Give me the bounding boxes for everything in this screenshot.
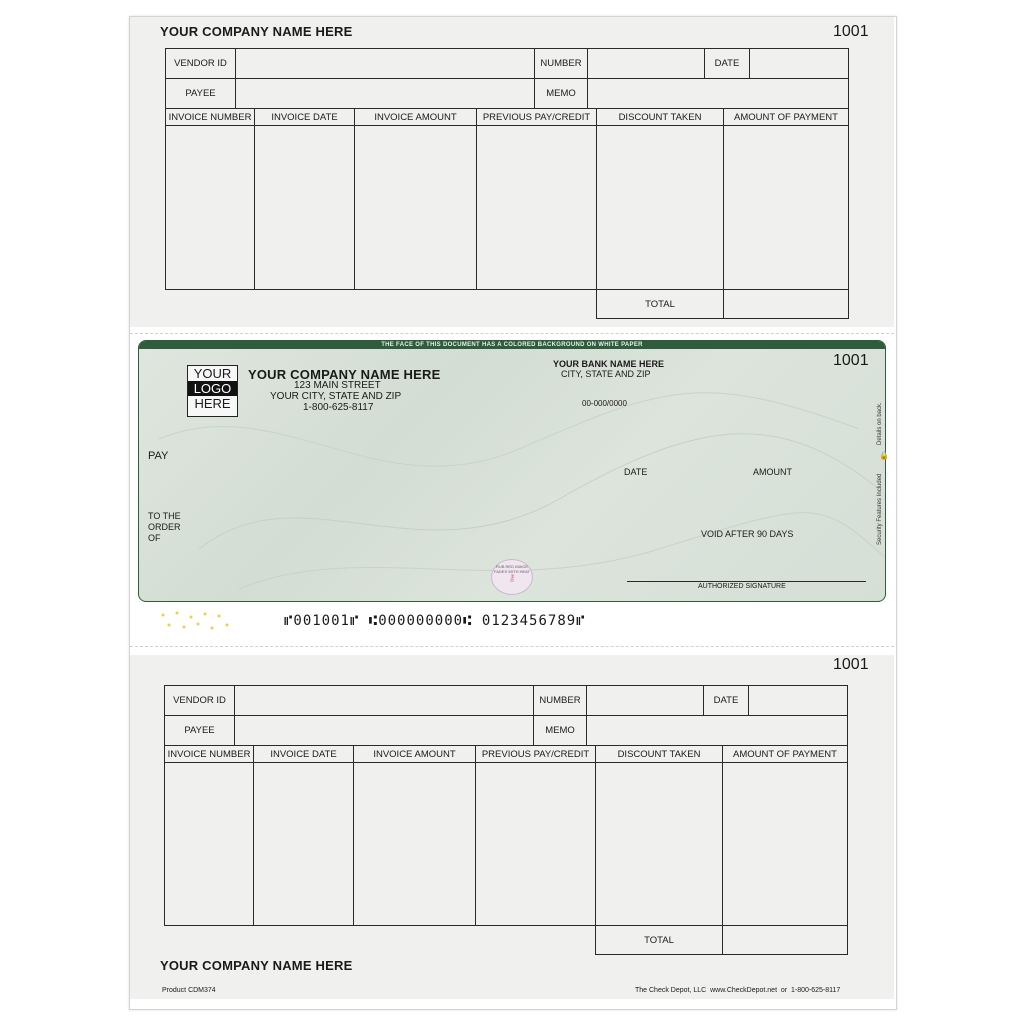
top-stub-company-name: YOUR COMPANY NAME HERE (160, 24, 353, 39)
top-stub-check-number: 1001 (833, 23, 869, 40)
payee-label: PAYEE (165, 78, 236, 109)
bottom-vendor-id-label: VENDOR ID (164, 685, 235, 716)
col-discount-taken: DISCOUNT TAKEN (596, 108, 724, 126)
col-body-amount-payment[interactable] (723, 125, 849, 290)
col-invoice-date: INVOICE DATE (254, 108, 355, 126)
routing-fraction: 00-000/0000 (582, 399, 627, 408)
bottom-col-body-amount-payment[interactable] (722, 762, 848, 926)
product-code: Product CDM374 (162, 987, 216, 994)
bottom-memo-label: MEMO (533, 715, 587, 746)
bottom-total-label: TOTAL (595, 925, 723, 955)
check-banner: THE FACE OF THIS DOCUMENT HAS A COLORED BACKGROUND ON WHITE PAPER (139, 341, 885, 349)
memo-label: MEMO (534, 78, 588, 109)
perforation-top (130, 333, 894, 334)
col-amount-of-payment: AMOUNT OF PAYMENT (723, 108, 849, 126)
padlock-icon: 🔒 (879, 451, 889, 460)
perforation-bottom (130, 646, 894, 647)
check-date-label: DATE (624, 467, 648, 477)
void-notice: VOID AFTER 90 DAYS (701, 529, 794, 539)
security-features-text: Security Features Included (877, 473, 883, 545)
company-phone: 1-800-625-8117 (303, 402, 374, 413)
bottom-number-label: NUMBER (533, 685, 587, 716)
security-dots-icon (157, 609, 237, 633)
micr-line: ⑈001001⑈ ⑆000000000⑆ 0123456789⑈ (284, 613, 586, 629)
bottom-memo-field[interactable] (586, 715, 848, 746)
bottom-col-amount-of-payment: AMOUNT OF PAYMENT (722, 745, 848, 763)
signature-label: AUTHORIZED SIGNATURE (698, 583, 786, 590)
details-on-back-text: Details on back. (877, 402, 883, 445)
col-body-invoice-date[interactable] (254, 125, 355, 290)
of-label: OF (148, 533, 161, 543)
check-amount-label: AMOUNT (753, 467, 792, 477)
col-body-invoice-number[interactable] (165, 125, 255, 290)
memo-field[interactable] (587, 78, 849, 109)
key-icon: ⚷ (508, 573, 516, 584)
pay-label: PAY (148, 450, 169, 462)
vendor-id-label: VENDOR ID (165, 48, 236, 79)
heat-sensitive-seal (491, 559, 533, 595)
check-number: 1001 (833, 352, 869, 369)
bank-name: YOUR BANK NAME HERE (553, 359, 665, 369)
bottom-number-field[interactable] (586, 685, 704, 716)
bottom-vendor-id-field[interactable] (234, 685, 534, 716)
bottom-col-invoice-date: INVOICE DATE (253, 745, 354, 763)
bottom-payee-field[interactable] (234, 715, 534, 746)
vendor-id-field[interactable] (235, 48, 535, 79)
bottom-date-field[interactable] (748, 685, 848, 716)
order-label: ORDER (148, 522, 181, 532)
bottom-col-invoice-amount: INVOICE AMOUNT (353, 745, 476, 763)
number-label: NUMBER (534, 48, 588, 79)
bottom-col-body-invoice-amount[interactable] (353, 762, 476, 926)
col-previous-pay-credit: PREVIOUS PAY/CREDIT (476, 108, 597, 126)
bottom-payee-label: PAYEE (164, 715, 235, 746)
bottom-col-discount-taken: DISCOUNT TAKEN (595, 745, 723, 763)
date-label: DATE (704, 48, 750, 79)
bottom-stub-check-number: 1001 (833, 656, 869, 673)
signature-line[interactable] (627, 581, 866, 582)
bank-city: CITY, STATE AND ZIP (561, 369, 651, 379)
bottom-stub-company-name: YOUR COMPANY NAME HERE (160, 958, 353, 973)
bottom-col-invoice-number: INVOICE NUMBER (164, 745, 254, 763)
payee-field[interactable] (235, 78, 535, 109)
bottom-date-label: DATE (703, 685, 749, 716)
company-logo-placeholder (187, 365, 238, 417)
date-field[interactable] (749, 48, 849, 79)
total-field[interactable] (723, 289, 849, 319)
bottom-col-body-invoice-date[interactable] (253, 762, 354, 926)
bottom-col-body-previous-pay[interactable] (475, 762, 596, 926)
seal-text: RUB RED IMAGE FADES WITH HEAT (494, 564, 530, 574)
col-body-discount[interactable] (596, 125, 724, 290)
col-invoice-number: INVOICE NUMBER (165, 108, 255, 126)
vendor-footer: The Check Depot, LLC www.CheckDepot.net or 1-800-625-8117 (635, 987, 841, 994)
check-company-name: YOUR COMPANY NAME HERE (248, 367, 441, 382)
bottom-total-field[interactable] (722, 925, 848, 955)
col-body-previous-pay[interactable] (476, 125, 597, 290)
logo-line-2: LOGO (188, 381, 237, 396)
col-invoice-amount: INVOICE AMOUNT (354, 108, 477, 126)
bottom-col-body-discount[interactable] (595, 762, 723, 926)
col-body-invoice-amount[interactable] (354, 125, 477, 290)
company-street: 123 MAIN STREET (294, 380, 381, 391)
logo-line-3: HERE (194, 396, 231, 411)
total-label: TOTAL (596, 289, 724, 319)
company-city: YOUR CITY, STATE AND ZIP (270, 391, 402, 402)
to-the-label: TO THE (148, 511, 181, 521)
bottom-col-body-invoice-number[interactable] (164, 762, 254, 926)
bottom-col-previous-pay-credit: PREVIOUS PAY/CREDIT (475, 745, 596, 763)
number-field[interactable] (587, 48, 705, 79)
logo-line-1: YOUR (193, 366, 232, 381)
